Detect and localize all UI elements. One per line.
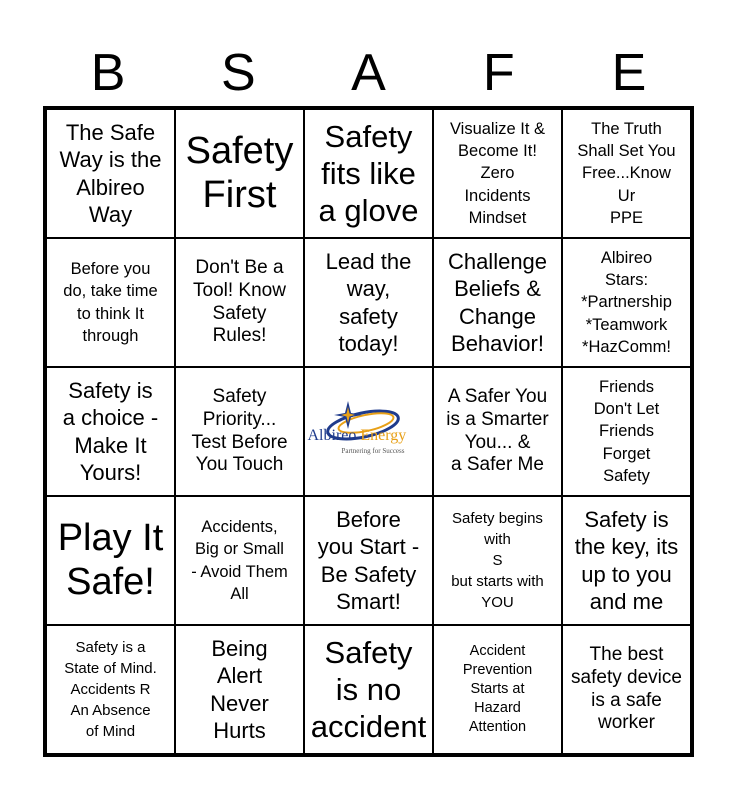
- bingo-cell: Safety First: [175, 109, 304, 238]
- logo-tagline: Partnering for Success: [341, 446, 405, 455]
- bingo-cell: The best safety device is a safe worker: [562, 625, 691, 754]
- bingo-header: [43, 40, 694, 106]
- bingo-cell: Don't Be a Tool! Know Safety Rules!: [175, 238, 304, 367]
- bingo-cell: A Safer You is a Smarter You... & a Safer Me: [433, 367, 562, 496]
- bingo-cell: Safety is a State of Mind. Accidents R An Absence of Mind: [46, 625, 175, 754]
- bingo-board: [43, 106, 694, 757]
- header-letter: E: [611, 44, 647, 102]
- header-letter: F: [482, 44, 515, 102]
- bingo-cell: The Safe Way is the Albireo Way: [46, 109, 175, 238]
- bingo-cell: Safety is the key, its up to you and me: [562, 496, 691, 625]
- header-letter: B: [90, 44, 126, 102]
- bingo-cell: Lead the way, safety today!: [304, 238, 433, 367]
- bingo-cell: Albireo Stars: *Partnership *Teamwork *HazComm!: [562, 238, 691, 367]
- logo-name: Albireo Energy: [307, 426, 407, 444]
- bingo-cell: Visualize It & Become It! Zero Incidents Mindset: [433, 109, 562, 238]
- bingo-cell: Before you Start - Be Safety Smart!: [304, 496, 433, 625]
- bingo-cell: Safety begins with S but starts with YOU: [433, 496, 562, 625]
- albireo-logo-icon: [308, 397, 430, 467]
- bingo-cell: Play It Safe!: [46, 496, 175, 625]
- bingo-cell: Before you do, take time to think It through: [46, 238, 175, 367]
- bingo-cell: Safety fits like a glove: [304, 109, 433, 238]
- header-letter: S: [220, 44, 256, 102]
- bingo-cell: Safety Priority... Test Before You Touch: [175, 367, 304, 496]
- bingo-cell: Accidents, Big or Small - Avoid Them All: [175, 496, 304, 625]
- bingo-cell: The Truth Shall Set You Free...Know Ur PPE: [562, 109, 691, 238]
- bingo-cell: Friends Don't Let Friends Forget Safety: [562, 367, 691, 496]
- bingo-cell: Accident Prevention Starts at Hazard Attention: [433, 625, 562, 754]
- header-letter: A: [351, 44, 386, 102]
- free-space-logo: [304, 367, 433, 496]
- bingo-cell: Being Alert Never Hurts: [175, 625, 304, 754]
- bingo-cell: Challenge Beliefs & Change Behavior!: [433, 238, 562, 367]
- bingo-cell: Safety is no accident: [304, 625, 433, 754]
- bingo-cell: Safety is a choice - Make It Yours!: [46, 367, 175, 496]
